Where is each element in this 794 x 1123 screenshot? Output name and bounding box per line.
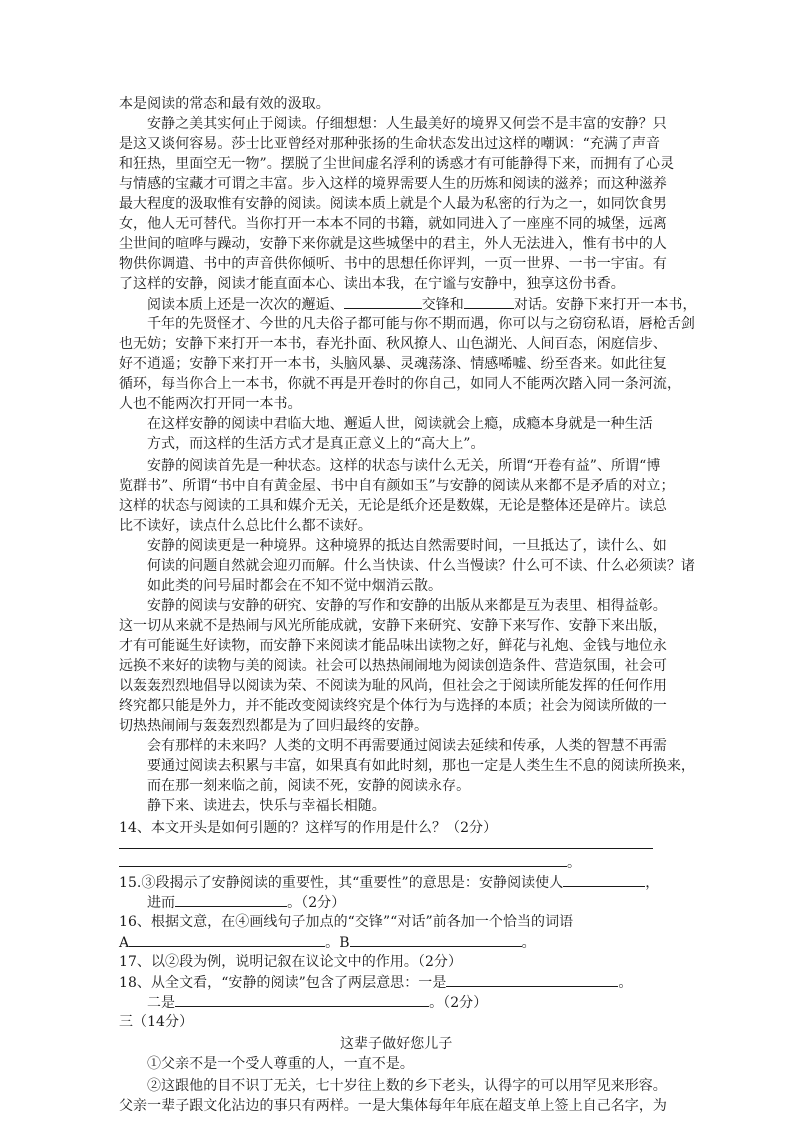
answer-line-14a[interactable] [119, 848, 653, 849]
article-line: 如此类的问号届时都会在不知不觉中烟消云散。 [147, 578, 443, 594]
article-line: 要通过阅读去积累与丰富，如果真有如此时刻，那也一定是人类生生不息的阅读所换来， [147, 758, 695, 774]
question-18-cont: 二是 。（2分） [147, 992, 487, 1012]
answer-blank-18b[interactable] [175, 992, 429, 1007]
story-title: 这辈子做好您儿子 [340, 1036, 453, 1052]
question-14: 14、本文开头是如何引题的？这样写的作用是什么？（2分） [119, 820, 498, 836]
article-line: 远换不来好的读物与美的阅读。社会可以热热闹闹地为阅读创造条件、营造氛围，社会可 [119, 658, 667, 674]
article-line: 终究都只能是外力，并不能改变阅读终究是个体行为与选择的本质；社会为阅读所做的一 [119, 698, 667, 714]
article-line: 在这样安静的阅读中君临大地、邂逅人世，阅读就会上瘾，成瘾本身就是一种生活 [147, 416, 653, 432]
article-line: 会有那样的未来吗？人类的文明不再需要通过阅读去延续和传承，人类的智慧不再需 [147, 738, 667, 754]
answer-line-14b[interactable]: 。 [119, 852, 653, 872]
question-15: 15.③段揭示了安静阅读的重要性，其“重要性”的意思是：安静阅读使人 ， [119, 872, 659, 892]
article-line: 才有可能诞生好读物，而安静下来阅读才能品味出读物之好，鲜花与礼炮、金钱与地位永 [119, 638, 667, 654]
article-line-with-blanks: 阅读本质上还是一次次的邂逅、 交锋和 对话。安静下来打开一本书， [147, 294, 697, 314]
article-line: 好不逍遥；安静下来打开一本书，头脑风暴、灵魂荡涤、情感唏嘘、纷至沓来。如此往复 [119, 356, 667, 372]
article-line: 安静的阅读与安静的研究、安静的写作和安静的出版从来都是互为表里、相得益彰。 [147, 598, 667, 614]
article-line: 这样的状态与阅读的工具和媒介无关，无论是纸介还是数媒，无论是整体还是碎片。读总 [119, 498, 667, 514]
article-line: 安静的阅读首先是一种状态。这样的状态与读什么无关，所谓“开卷有益”、所谓“博 [147, 458, 661, 474]
article-line: 最大程度的汲取惟有安静的阅读。阅读本质上就是个人最为私密的行为之一，如同饮食男 [119, 196, 667, 212]
article-line: 是这又谈何容易。莎士比亚曾经对那种张扬的生命状态发出过这样的嘲讽：“充满了声音 [119, 136, 661, 152]
article-line: 也无妨；安静下来打开一本书，春光扑面、秋风撩人、山色湖光、人间百态，闲庭信步、 [119, 336, 667, 352]
article-line: 安静之美其实何止于阅读。仔细想想：人生最美好的境界又何尝不是丰富的安静？只 [147, 116, 667, 132]
article-line: 了这样的安静，阅读才能直面本心、读出本我，在宁谧与安静中，独享这份书香。 [119, 276, 625, 292]
answer-blank-14[interactable] [119, 852, 567, 867]
article-line: 尘世间的喧哗与躁动，安静下来你就是这些城堡中的君主，外人无法进入，惟有书中的人 [119, 236, 667, 252]
article-line: 本是阅读的常态和最有效的汲取。 [119, 96, 330, 112]
answer-blank-18a[interactable] [446, 972, 618, 987]
question-17: 17、以②段为例，说明记叙在议论文中的作用。（2分） [119, 954, 463, 970]
article-line: 安静的阅读更是一种境界。这种境界的抵达自然需要时间，一旦抵达了，读什么、如 [147, 538, 667, 554]
section-header: 三（14分） [119, 1014, 194, 1030]
article-line: 与情感的宝藏才可谓之丰富。步入这样的境界需要人生的历炼和阅读的滋养；而这种滋养 [119, 176, 667, 192]
article-line: 循环，每当你合上一本书，你就不再是开卷时的你自己，如同人不能两次踏入同一条河流， [119, 376, 681, 392]
answer-blank-15b[interactable] [175, 892, 287, 907]
blank-duihua[interactable] [464, 294, 514, 309]
question-15-cont: 进而 。（2分） [147, 892, 345, 912]
answer-blank-15a[interactable] [563, 872, 645, 887]
article-line: 何读的问题自然就会迎刃而解。什么当快读、什么当慢读？什么可不读、什么必须读？诸 [147, 558, 695, 574]
article-line: 和狂热，里面空无一物”。摆脱了尘世间虚名浮利的诱惑才有可能静得下来，而拥有了心灵 [119, 156, 675, 172]
question-18: 18、从全文看，“安静的阅读”包含了两层意思：一是 。 [119, 972, 632, 992]
article-line: 以轰轰烈烈地倡导以阅读为荣、不阅读为耻的风尚，但社会之于阅读所能发挥的任何作用 [119, 678, 667, 694]
question-16: 16、根据文意，在④画线句子加点的“交锋”“对话”前各加一个恰当的词语 [119, 914, 574, 930]
article-line: 览群书”、所谓“书中自有黄金屋、书中自有颜如玉”与安静的阅读从来都不是矛盾的对立； [119, 478, 675, 494]
article-line: 比不读好，读点什么总比什么都不读好。 [119, 518, 372, 534]
article-line: 而在那一刻来临之前，阅读不死，安静的阅读永存。 [147, 778, 471, 794]
story-paragraph: ①父亲不是一个受人尊重的人，一直不是。 [147, 1056, 414, 1072]
article-line: 切热热闹闹与轰轰烈烈都是为了回归最终的安静。 [119, 718, 429, 734]
article-line: 这一切从来就不是热闹与风光所能成就，安静下来研究、安静下来写作、安静下来出版， [119, 618, 667, 634]
article-line: 方式，而这样的生活方式才是真正意义上的“高大上”。 [147, 436, 485, 452]
article-line: 女，他人无可替代。当你打开一本本不同的书籍，就如同进入了一座座不同的城堡，远离 [119, 216, 667, 232]
article-line: 静下来、读进去，快乐与幸福长相随。 [147, 798, 386, 814]
answer-blank-16b[interactable] [350, 932, 522, 947]
story-paragraph: 父亲一辈子跟文化沾边的事只有两样。一是大集体每年年底在超支单上签上自己名字，为 [119, 1098, 667, 1114]
article-line: 千年的先贤怪才、今世的凡夫俗子都可能与你不期而遇，你可以与之窃窃私语，唇枪舌剑 [147, 316, 695, 332]
blank-jiaofeng[interactable] [344, 294, 422, 309]
question-16-answers: A 。B 。 [119, 932, 536, 952]
article-line: 人也不能两次打开同一本书。 [119, 396, 302, 412]
answer-blank-16a[interactable] [129, 932, 325, 947]
story-paragraph: ②这跟他的目不识丁无关，七十岁往上数的乡下老头，认得字的可以用罕见来形容。 [147, 1078, 667, 1094]
article-line: 物供你调遣、书中的声音供你倾听、书中的思想任你评判，一页一世界、一书一宇宙。有 [119, 256, 667, 272]
